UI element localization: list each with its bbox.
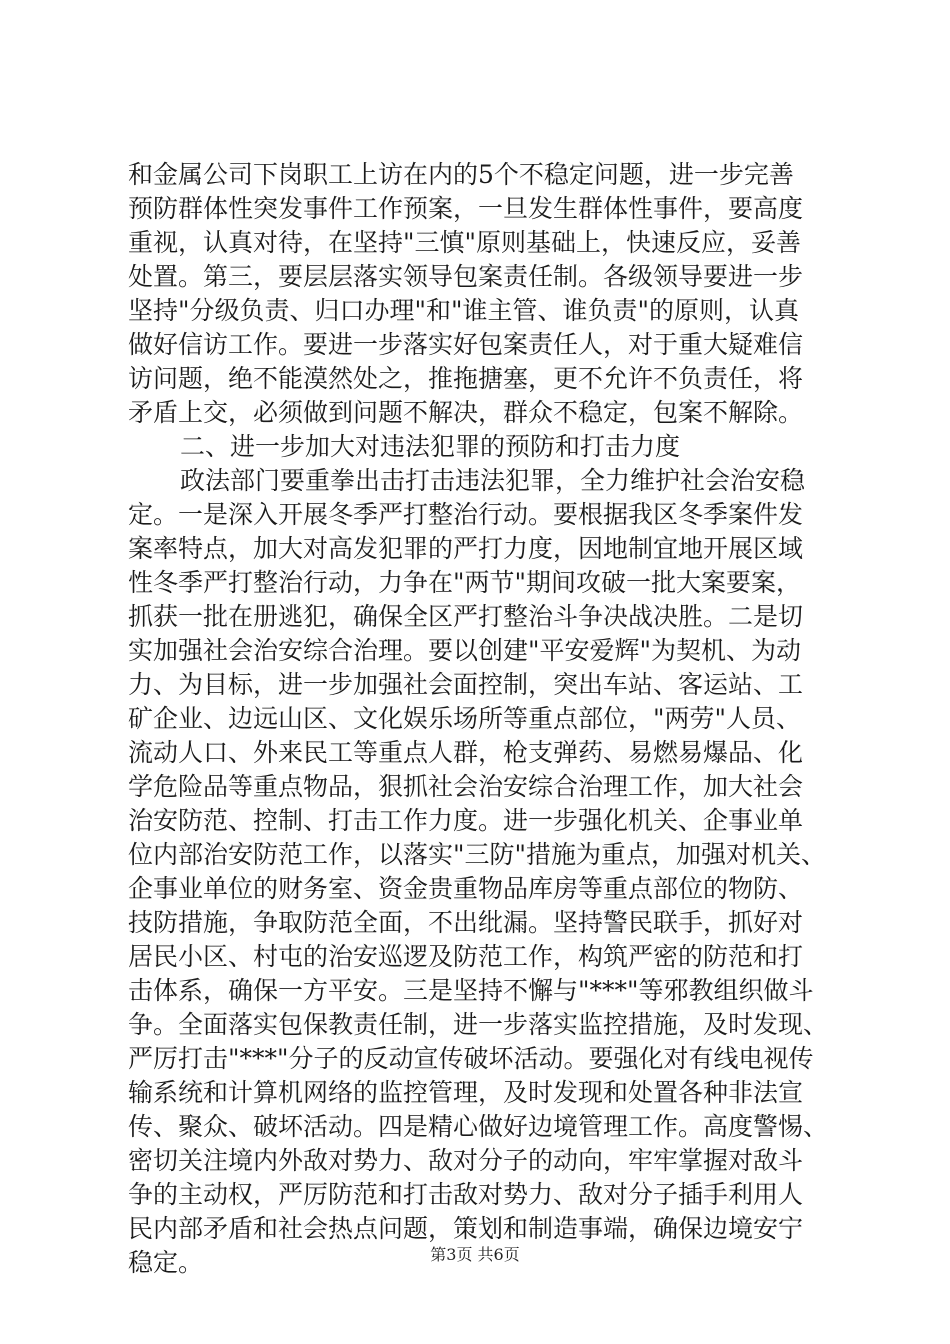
text-line: 争。全面落实包保教责任制，进一步落实监控措施，及时发现、 [128, 1010, 828, 1039]
text-line: 和金属公司下岗职工上访在内的5个不稳定问题，进一步完善 [128, 160, 794, 189]
text-line: 访问题，绝不能漠然处之，推拖搪塞，更不允许不负责任，将 [128, 364, 804, 393]
text-line: 处置。第三，要层层落实领导包案责任制。各级领导要进一步 [128, 262, 804, 291]
text-line: 治安防范、控制、打击工作力度。进一步强化机关、企事业单 [128, 806, 804, 835]
text-line: 坚持"分级负责、归口办理"和"谁主管、谁负责"的原则，认真 [128, 296, 799, 325]
text-line: 矛盾上交，必须做到问题不解决，群众不稳定，包案不解除。 [128, 398, 804, 427]
text-line: 矿企业、边远山区、文化娱乐场所等重点部位，"两劳"人员、 [128, 704, 802, 733]
text-line: 力、为目标，进一步加强社会面控制，突出车站、客运站、工 [128, 670, 804, 699]
body-text [128, 158, 828, 1280]
text-line: 政法部门要重拳出击打击违法犯罪，全力维护社会治安稳 [180, 466, 806, 495]
text-line: 做好信访工作。要进一步落实好包案责任人，对于重大疑难信 [128, 330, 804, 359]
text-line: 严厉打击"***"分子的反动宣传破坏活动。要强化对有线电视传 [128, 1044, 814, 1073]
text-line: 位内部治安防范工作，以落实"三防"措施为重点，加强对机关、 [128, 840, 827, 869]
text-line: 争的主动权，严厉防范和打击敌对势力、敌对分子插手利用人 [128, 1180, 804, 1209]
text-line: 击体系，确保一方平安。三是坚持不懈与"***"等邪教组织做斗 [128, 976, 814, 1005]
page-number-footer: 第3页 共6页 [430, 1245, 520, 1264]
text-line: 输系统和计算机网络的监控管理，及时发现和处置各种非法宣 [128, 1078, 804, 1107]
text-line: 定。一是深入开展冬季严打整治行动。要根据我区冬季案件发 [128, 500, 804, 529]
text-line: 企事业单位的财务室、资金贵重物品库房等重点部位的物防、 [128, 874, 804, 903]
text-line: 民内部矛盾和社会热点问题，策划和制造事端，确保边境安宁 [128, 1214, 804, 1243]
text-line: 密切关注境内外敌对势力、敌对分子的动向，牢牢掌握对敌斗 [128, 1146, 804, 1175]
text-line: 预防群体性突发事件工作预案，一旦发生群体性事件，要高度 [128, 194, 804, 223]
text-line: 稳定。 [128, 1248, 204, 1277]
text-line: 技防措施，争取防范全面，不出纰漏。坚持警民联手，抓好对 [128, 908, 804, 937]
text-line: 传、聚众、破坏活动。四是精心做好边境管理工作。高度警惕、 [128, 1112, 828, 1141]
text-line: 居民小区、村屯的治安巡逻及防范工作，构筑严密的防范和打 [128, 942, 804, 971]
text-line: 重视，认真对待，在坚持"三慎"原则基础上，快速反应，妥善 [128, 228, 802, 257]
text-line: 抓获一批在册逃犯，确保全区严打整治斗争决战决胜。二是切 [128, 602, 804, 631]
text-line: 学危险品等重点物品，狠抓社会治安综合治理工作，加大社会 [128, 772, 804, 801]
text-line: 实加强社会治安综合治理。要以创建"平安爱辉"为契机、为动 [128, 636, 802, 665]
section-heading: 二、进一步加大对违法犯罪的预防和打击力度 [180, 432, 681, 461]
text-line: 流动人口、外来民工等重点人群，枪支弹药、易燃易爆品、化 [128, 738, 804, 767]
text-line: 性冬季严打整治行动，力争在"两节"期间攻破一批大案要案， [128, 568, 802, 597]
text-line: 案率特点，加大对高发犯罪的严打力度，因地制宜地开展区域 [128, 534, 804, 563]
